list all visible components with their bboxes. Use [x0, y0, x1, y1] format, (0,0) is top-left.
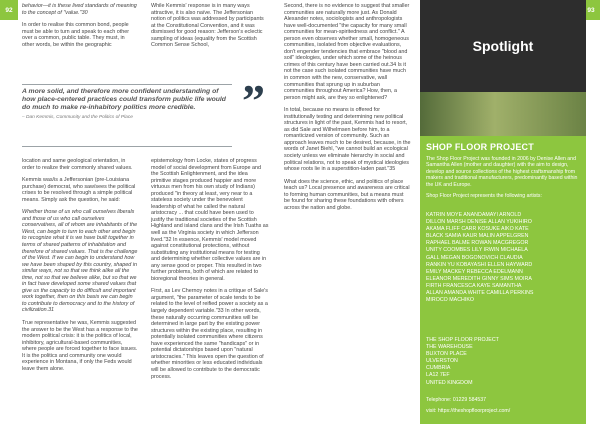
artist-name-line: DILLON MARSH DENISE ALLAN YUKIHIRO [426, 219, 532, 226]
address-line: LA12 7EF [426, 372, 450, 379]
address-line: THE SHOP FLOOR PROJECT [426, 337, 499, 343]
paragraph: epistemology from Locke, states of progress model of social development from Europe and the Scottish Enlightenment, and the idea primitive stages produced happier and more virtuous men from his own study of Indians) produced "in theory at least, very near to a stateless society under the benevolent leadership of what he called the natural aristocracy ... that could have been used to justify the traditional societies of the Scottish Highland and island clans and the Irish Tuaths as well as the Virginia society in which Jefferson lived."32 In essence, Kemmis' model moved against constitutional protections, without substituting any institutional means for testing and determining whether collective values are in any sense good or proper. This resulted in two further problems, both of which are related to bioregional theories in general. [151, 158, 269, 282]
paragraph: behavior—it is these lived standards of meaning to the concept of "value."30 [22, 3, 137, 16]
artist-name-line: UNITY COOMBES LILY IRWIN MICHAELA [426, 247, 528, 254]
artist-name-line: RAPHAEL BALME ROWAN MACGREGOR [426, 240, 529, 247]
paragraph: Kemmis was/is a Jeffersonian (pre-Louisiana purchase) democrat, who saw/sees the political crises to be resolved through a simple political means. Simply ask the question, he said: [22, 177, 136, 203]
paragraph: In total, because no means is offered for institutionally testing and determining new political structures in light of the past, Kemmis had to resort, as did Sale and Wilhelmsen before him, to a romanticized version of community. Such an approach leaves much to be desired, because, in the words of Janet Biehl, "we cannot build an ecological society unless we eliminate hierarchy in social and political relations, not to speak of mystical ideologies whose roots lie in a superstition-laden past."35 [284, 107, 411, 173]
artist-name-line: FIRTH FRANCESCA KAYE SAMANTHA [426, 282, 522, 289]
address-line: ULVERSTON [426, 358, 458, 365]
artist-name-line: MIROCO MACHIKO [426, 297, 474, 304]
address-line: BUXTON PLACE [426, 351, 467, 358]
spotlight-title: Spotlight [420, 0, 586, 92]
spotlight-address [426, 337, 582, 387]
paragraph: True representative he was, Kemmis suggested the answer to be the West has a response to the modern political crisis: it is the politics of local, inhibitory, agricultural-based communities, where people are forced together to face issues. It is the politics and community one would experience in Montana, if only the Feds would leave them alone. [22, 320, 138, 372]
paragraph: Whether those of us who call ourselves liberals and those of us who call ourselves conservatives, all of whom are inhabitants of the West, can begin to turn to each other and begin to recognize what it is we have built together in terms of shared patterns of inhabitation and therefore of shared values. That is the challenge of the West. If we can begin to understand how we have been shaped by this country, shaped in similar ways, not so that we think alike all the time, not so that we believe alike, but so that we in fact have developed some shared values that give us the capacity to do difficult and important work together, then on this basis we can begin to contribute to democracy and to the history of civilization.31 [22, 209, 138, 314]
address-line: CUMBRIA [426, 365, 451, 372]
paragraph: In order to realise this common bond, people must be able to turn and speak to each other over a common, public table. They must, in other words, be within the geographic [22, 22, 129, 48]
spotlight-heading: SHOP FLOOR PROJECT [426, 142, 534, 152]
left-column-top [22, 3, 138, 79]
paragraph: location and same geological orientation, in order to realize their commonly shared values. [22, 158, 133, 171]
pull-quote-text: A more solid, and therefore more confident understanding of how place-centered practices could transform public life would do much to make re-inhabitory politics more credible. [22, 88, 226, 112]
pull-quote-attribution: – Dan Kemmis, Community and the Politics of Place [22, 115, 133, 121]
artist-name-line: ALLAN AMANDA WHITE CAMILLA PERKINS [426, 290, 534, 297]
address-line: THE WAREHOUSE [426, 344, 473, 351]
paragraph: What does the science, ethic, and politics of place teach us? Local presence and awareness are critical to forming human communities, but a means must be found for sharing these foundations with others across the nation and globe. [284, 178, 410, 211]
artist-name-line: EMILY MACKEY REBECCA EDELMANN [426, 268, 523, 275]
page-number-left: 92 [0, 0, 18, 20]
middle-column-bottom [151, 158, 269, 420]
paragraph: First, as Lev Chernoy notes in a critique of Sale's argument, "the parameter of scale tends to be related to the level of reified power a society as a largely dependent variable."33 In other words, these naturally occurring communities will be determined in large part by the existing power structures within the existing place, resulting in potentially isolated communities where citizens have experienced the same "handicaps" or in potential dictatorships based upon "natural aristocracies." This leaves open the question of whether minorities or less educated individuals will be allowed to contribute to the democratic process. [151, 288, 268, 380]
pull-quote-bottom-rule [22, 146, 232, 147]
artist-name-line: GALL MEGAN BOGONOVICH CLAUDIA [426, 254, 523, 261]
spotlight-phone: Telephone: 01229 584537 [426, 397, 486, 403]
spotlight-artist-list [426, 212, 582, 304]
page-number-right: 93 [582, 0, 600, 20]
artist-name-line: KATRIN MOYE ANANDAMAYI ARNOLD [426, 212, 522, 218]
spotlight-intro: The Shop Floor Project was founded in 2006 by Denise Allen and Samantha Allen (mother and daughter) with the aim to design, develop and source collections of the highest craftsmanship from makers and traditional manufacturers, predominantly based within the UK and Europe. [426, 156, 578, 188]
artist-name-line: ELEANOR MEREDITH GINNY SIMS MOIRA [426, 275, 532, 282]
middle-column-top [151, 3, 269, 79]
pull-quote-top-rule [22, 84, 232, 85]
artist-name-line: BLACK SAMIA KAUR MALIN APPELGREN [426, 233, 529, 240]
spotlight-website-link[interactable]: visit: https://theshopfloorproject.com/ [426, 408, 511, 414]
paragraph: Second, there is no evidence to suggest that smaller communities are naturally more just. As Donald Alexander notes, sociologists and anthropologists have well-documented "the capacity for many small communities for mean-spiritedness and conflict." A person even observes whether small, homogeneous communities, isolated from objective evaluations, don't engender tendencies that embrace "blood and soil" ideologies, under which some of the heinous crimes of this century have been carried out.34 Is it not the case such isolated communities have much in common with the new, conservative, wall communities that sprung up in suburban communities throughout America? How, then, a person might ask, are they so enlightened? [284, 3, 410, 101]
spotlight-photo [420, 92, 586, 136]
address-line: UNITED KINGDOM [426, 379, 473, 386]
right-text-column [284, 3, 411, 423]
quote-mark-icon: ” [242, 75, 265, 126]
artist-name-line: AKAMA FLIFF CARR KOSUKE AIKO KATE [426, 226, 529, 233]
paragraph: While Kemmis' response is in many ways attractive, it is also naïve. The Jeffersonian notion of politics was addressed by participants at the Constitutional Convention, and it was dismissed for good reason: Jefferson's eclectic sampling of ideas (equality from the Scottish Common Sense School, [151, 3, 264, 49]
pull-quote [22, 75, 269, 148]
left-column-bottom [22, 158, 138, 420]
spotlight-represents: Shop Floor Project represents the following artists: [426, 193, 542, 199]
artist-name-line: RANKIN YU KOBAYASHI ELLEN HAYWARD [426, 261, 533, 268]
